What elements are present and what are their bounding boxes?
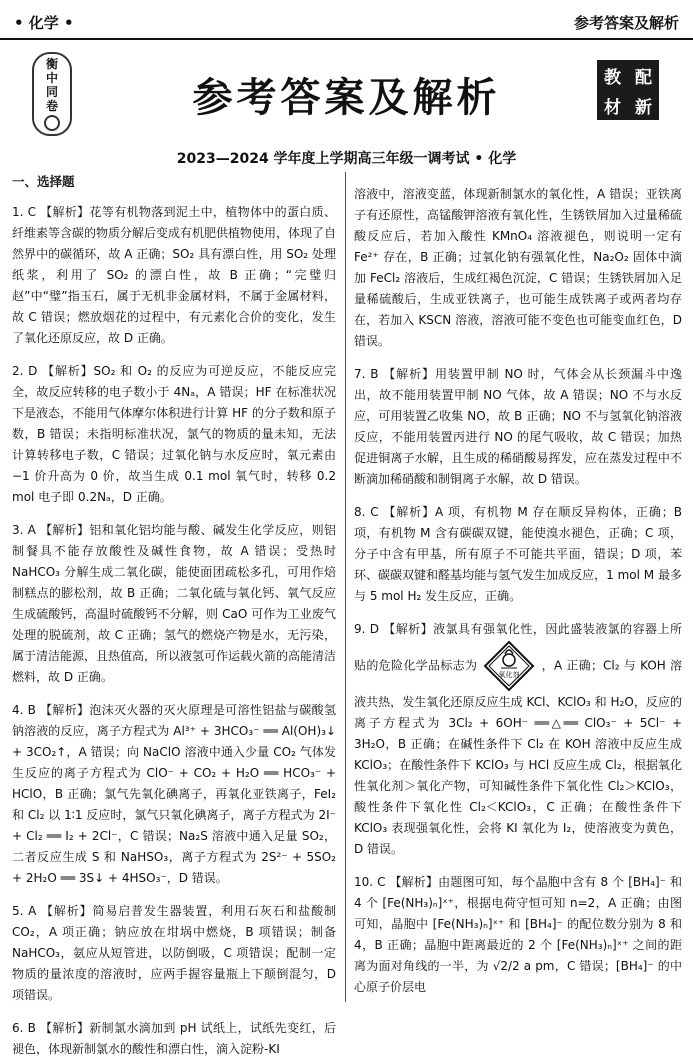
banner — [0, 48, 693, 140]
answer-item-10: 10. C 【解析】由题图可知，每个晶胞中含有 8 个 [BH₄]⁻ 和 4 个 [Fe(NH₃)ₙ]ˣ⁺，根据电荷守恒可知 n=2，A 正确；由图可知，晶胞中 [Fe(NH₃)ₙ]ˣ⁺ 和 [BH₄]⁻ 的配位数分别为 8 和 4，B 正确；晶胞中距离最近的 2 个 [Fe(NH₃)ₙ]ˣ⁺ 之间的距离为面对角线的一半，为 √2/2 a pm，C 错误；[BH₄]⁻ 的中心原子价层电 — [354, 875, 682, 994]
column-divider — [345, 172, 346, 1002]
answer-item-6-continued: 溶液中，溶液变蓝，体现新制氯水的氧化性，A 错误；亚铁离子有还原性，高锰酸钾溶液有氧化性，生锈铁屑加入过量稀硫酸反应后，若加入酸性 KMnO₄ 溶液褪色，则说明一定有 Fe²⁺ 存在，B 正确；过氧化钠有强氧化性，Na₂O₂ 固体中滴加 FeCl₂ 溶液后，生成红褐色沉淀，C 错误；生锈铁屑加入足量稀硫酸后，生成亚铁离子，也可能生成铁离子或两者均存在，若加入 KSCN 溶液，溶液可能不变色也可能变血红色，D 错误。 — [354, 187, 682, 348]
stamp-char: 材 — [604, 97, 621, 118]
banner-title: 参考答案及解析 — [192, 75, 501, 121]
seal-char: 衡 — [45, 57, 58, 71]
exam-title: 2023—2024 学年度上学期高三年级一调考试 • 化学 — [176, 151, 517, 167]
seal-char: 中 — [45, 71, 58, 85]
stamp-char: 教 — [604, 67, 621, 88]
stamp-char: 配 — [635, 67, 652, 88]
answer-item-4: 4. B 【解析】泡沫灭火器的灭火原理是可溶性铝盐与碳酸氢钠溶液的反应，离子方程式为 Al³⁺ + 3HCO₃⁻ ══ Al(OH)₃↓ + 3CO₂↑，A 错误；向 NaClO 溶液中通入少量 CO₂ 气体发生反应的离子方程式为 ClO⁻ + CO₂ + H₂O ══ HCO₃⁻ + HClO，B 正确；氯气先氧化碘离子，再氧化亚铁离子，FeI₂ 和 Cl₂ 以 1∶1 反应时，氯气只氧化碘离子，离子方程式为 2I⁻ + Cl₂ ══ I₂ + 2Cl⁻，C 错误；Na₂S 溶液中通入足量 SO₂，二者反应生成 S 和 NaHSO₃，离子方程式为 2S²⁻ + 5SO₂ + 2H₂O ══ 3S↓ + 4HSO₃⁻，D 错误。 — [12, 703, 336, 885]
right-column — [354, 172, 682, 1002]
stamp-char: 新 — [635, 97, 652, 118]
answer-item-9-text-b: ，A 正确；Cl₂ 与 KOH 溶液共热，发生氧化还原反应生成 KCl、KClO₃ 和 H₂O，反应的离子方程式为 3Cl₂ + 6OH⁻ ══△══ ClO₃⁻ + 5Cl⁻ + 3H₂O，B 正确；在碱性条件下 Cl₂ 在 KOH 溶液中反应生成 KClO₃；在酸性条件下 KClO₃ 与 HCl 反应生成 Cl₂，根据氧化性氧化剂＞氧化产物，可知碱性条件下氧化性 Cl₂＞KClO₃，酸性条件下氧化性 Cl₂＜KClO₃，C 正确；在酸性条件下 KClO₃ 表现强氧化性，会将 KI 氧化为 I₂，使溶液变为黄色，D 错误。 — [354, 658, 682, 856]
answer-item-2: 2. D 【解析】SO₂ 和 O₂ 的反应为可逆反应，不能反应完全，故反应转移的电子数小于 4Nₐ，A 错误；HF 在标准状况下是液态，不能用气体摩尔体积进行计算 HF 的分子数和原子数，B 错误；未指明标准状况，氯气的物质的量未知，无法计算转移电子数，C 错误；过氧化钠与水反应时，氧元素由 −1 价升高为 0 价，故当生成 0.1 mol 氧气时，转移 0.2 mol 电子即 0.2Nₐ，D 正确。 — [12, 364, 336, 504]
section-title: 一、选择题 — [12, 174, 75, 189]
running-header — [0, 0, 693, 40]
oxidizer-hazard-icon — [483, 640, 535, 692]
seal-char: 同 — [45, 85, 58, 99]
answer-item-9 — [354, 619, 682, 860]
answer-item-8: 8. C 【解析】A 项，有机物 M 存在顺反异构体，正确；B 项，有机物 M 含有碳碳双键，能使溴水褪色，正确；C 项，分子中含有甲基，所有原子不可能共平面，错误；D 项，苯环、碳碳双键和醛基均能与氢气发生加成反应，1 mol M 最多与 5 mol H₂ 发生反应，正确。 — [354, 505, 682, 603]
answer-item-5: 5. A 【解析】简易启普发生器装置，利用石灰石和盐酸制 CO₂，A 项正确；钠应放在坩埚中燃烧，B 项错误；制备 NaHCO₃，氨应从短管进，以防倒吸，C 项错误；配制一定物质的量浓度的溶液时，应两手握容量瓶上下颠倒混匀，D 项错误。 — [12, 904, 336, 1002]
answer-item-1: 1. C 【解析】花等有机物落到泥土中，植物体中的蛋白质、纤维素等含碳的物质分解后变成有机肥供植物使用，体现了自然界中的碳循环，故 A 正确；SO₂ 具有漂白性，用 SO₂ 处理纸浆，利用了 SO₂ 的漂白性，故 B 正确；“完璧归赵”中“璧”指玉石，属于无机非金属材料，不属于金属材料，故 C 错误；燃放烟花的过程中，有元素化合价的变化，发生了氧化还原反应，故 D 正确。 — [12, 205, 337, 345]
answer-item-9-text-a: 9. D 【解析】液氯具有强氧化性，因此盛装液氯的容器上所贴的危险化学品标志为 — [354, 622, 682, 673]
seal-char: 卷 — [45, 99, 58, 113]
subject-label: • 化学 • — [14, 14, 74, 32]
header-title: 参考答案及解析 — [573, 14, 679, 32]
hazard-label: 氧化剂 — [498, 671, 520, 679]
left-column — [12, 172, 337, 1056]
answer-item-6: 6. B 【解析】新制氯水滴加到 pH 试纸上，试纸先变红，后褪色，体现新制氯水的酸性和漂白性，滴入淀粉-KI — [12, 1021, 336, 1056]
textbook-stamp-logo — [597, 60, 659, 120]
answer-item-7: 7. B 【解析】用装置甲制 NO 时，气体会从长颈漏斗中逸出，故不能用装置甲制 NO 气体，故 A 错误；NO 不与水反应，可用装置乙收集 NO，故 B 正确；NO 不与氢氧化钠溶液反应，不能用装置丙进行 NO 的尾气吸收，故 C 错误；加热促进铜离子水解，且生成的稀硝酸易挥发，应在蒸发过程中不断滴加稀硝酸和制铜离子水解，故 D 错误。 — [354, 367, 682, 486]
answer-item-3: 3. A 【解析】铝和氧化铝均能与酸、碱发生化学反应，则铝制餐具不能存放酸性及碱性食物，故 A 错误；受热时 NaHCO₃ 分解生成二氧化碳，能使面团疏松多孔，可用作焙制糕点的膨松剂，故 B 正确；二氧化硫与氧化钙、氧气反应生成硫酸钙，高温时硫酸钙不分解，则 CaO 可作为工业废气处理的脱硫剂，故 C 正确；氢气的燃烧产物是水，无污染，属于清洁能源，且热值高，所以液氢可作运载火箭的高能清洁燃料，故 D 正确。 — [12, 523, 337, 684]
